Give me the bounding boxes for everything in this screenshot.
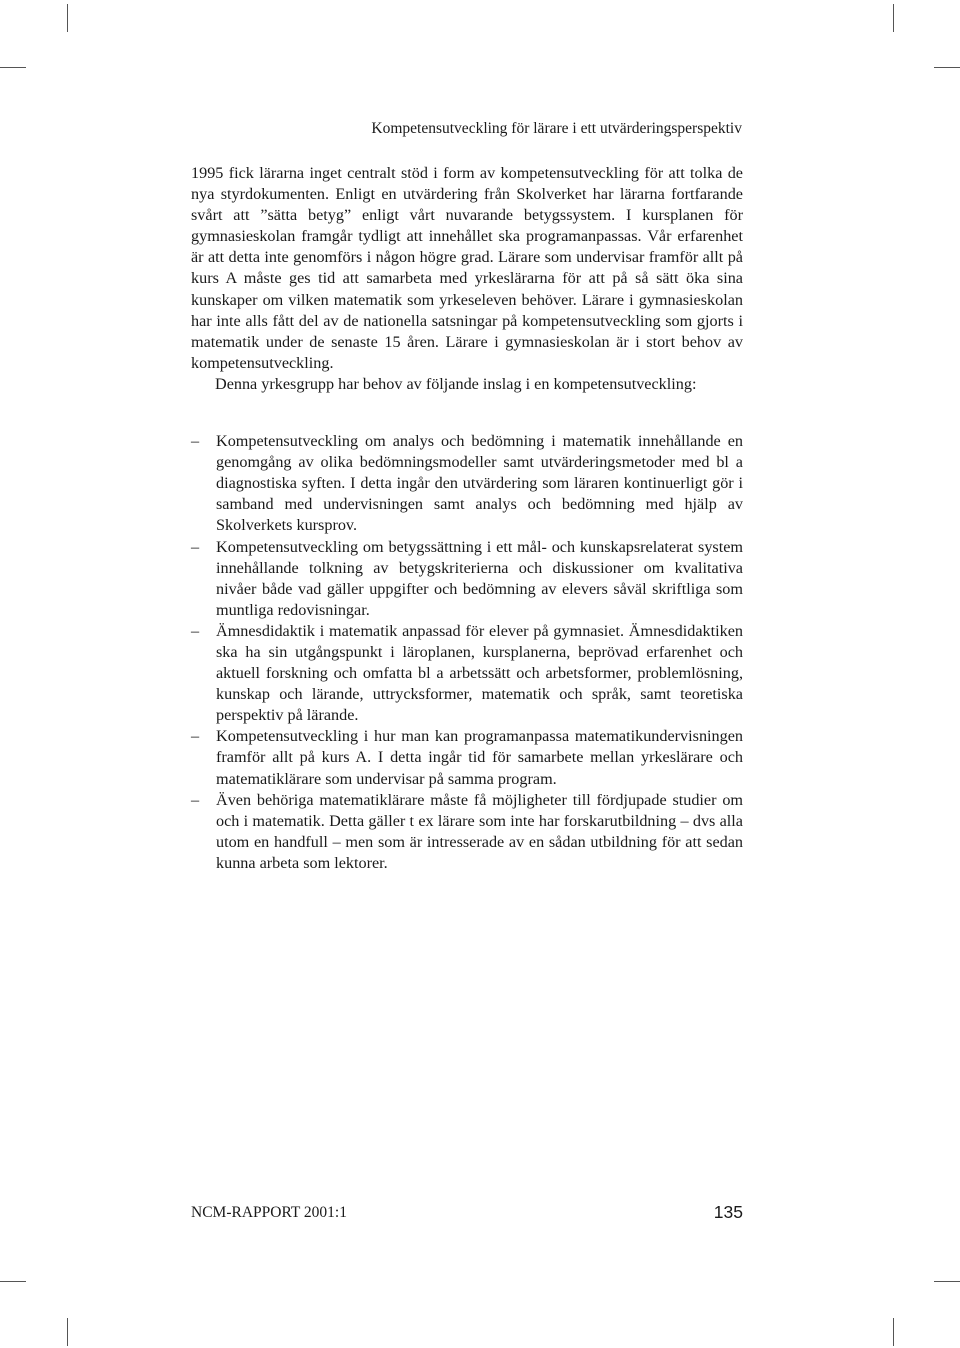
crop-mark <box>0 1281 26 1282</box>
crop-mark <box>934 1281 960 1282</box>
dash-marker: – <box>191 621 200 640</box>
list-item <box>191 537 743 621</box>
paragraph: 1995 fick lärarna inget centralt stöd i form av kompetensutveckling för att tolka de nya styrdokumenten. Enligt en utvärdering från Skolverket har lärarna fortfarande svårt att ”sätta betyg” enligt vårt nuvarande betygssystem. I kursplanen för gymnasieskolan framgår tydligt att innehållet ska programanpassas. Vår erfarenhet är att detta inte genomförs i någon högre grad. Lärare som undervisar framför allt på kurs A måste ges tid att samarbeta med yrkeslärarna för att på så sätt öka sina kunskaper om vilken matematik som yrkeseleven behöver. Lärare i gymnasieskolan har inte alls fått del av de nationella satsningar på kompetensutveckling som gjorts i matematik under de senaste 15 åren. Lärare i gymnasieskolan är i stort behov av kompetensutveckling. <box>191 164 743 372</box>
list-item-text: Kompetensutveckling om analys och bedömning i matematik innehållande en genomgång av olika bedömningsmodeller samt utvärderingsmetoder med bl a diagnostiska syften. I detta ingår den utvärdering som läraren kontinuerligt gör i samband med undervisningen samt analys och bedömning med hjälp av Skolverkets kursprov. <box>216 432 743 535</box>
page-number: 135 <box>713 1202 743 1222</box>
running-head: Kompetensutveckling för lärare i ett utvärderingsperspektiv <box>371 120 742 137</box>
list-item-text: Kompetensutveckling i hur man kan programanpassa matematikundervisningen framför allt på kurs A. I detta ingår tid för samarbete mellan yrkeslärare och matematiklärare som undervisar på samma program. <box>216 727 743 788</box>
list-item <box>191 621 743 726</box>
bullet-list <box>191 431 743 874</box>
dash-marker: – <box>191 790 200 809</box>
dash-marker: – <box>191 727 200 746</box>
body-text <box>191 163 743 874</box>
paragraph: Denna yrkesgrupp har behov av följande inslag i en kompetensutveckling: <box>215 374 697 393</box>
footer-report-label: NCM-RAPPORT 2001:1 <box>191 1204 347 1221</box>
crop-mark <box>67 1318 68 1346</box>
list-item <box>191 431 743 536</box>
crop-mark <box>67 4 68 32</box>
list-item-text: Kompetensutveckling om betygssättning i ett mål- och kunskapsrelaterat system innehållande tolkning av betygskriterierna och diskussioner om kvalitativa nivåer både vad gäller uppgifter och bedömning av elevers såväl skriftliga som muntliga redovisningar. <box>216 537 743 619</box>
crop-mark <box>934 67 960 68</box>
crop-mark <box>893 4 894 32</box>
crop-mark <box>0 67 26 68</box>
list-item-text: Även behöriga matematiklärare måste få möjligheter till fördjupade studier om och i matematik. Detta gäller t ex lärare som inte har forskarutbildning – dvs alla utom en handfull – men som är intresserade av en sådan utbildning för att sedan kunna arbeta som lektorer. <box>216 790 743 872</box>
crop-mark <box>893 1318 894 1346</box>
list-item-text: Ämnesdidaktik i matematik anpassad för elever på gymnasiet. Ämnesdidaktiken ska ha sin utgångspunkt i läroplanen, kursplanerna, beprövad erfarenhet och aktuell forskning och omfatta bl a arbetssätt och arbetsformer, problemlösning, kunskap och lärande, uttrycksformer, matematik och språk, samt teoretiska perspektiv på lärande. <box>216 621 743 725</box>
dash-marker: – <box>191 537 200 556</box>
list-item <box>191 790 743 874</box>
dash-marker: – <box>191 432 200 451</box>
list-item <box>191 726 743 789</box>
